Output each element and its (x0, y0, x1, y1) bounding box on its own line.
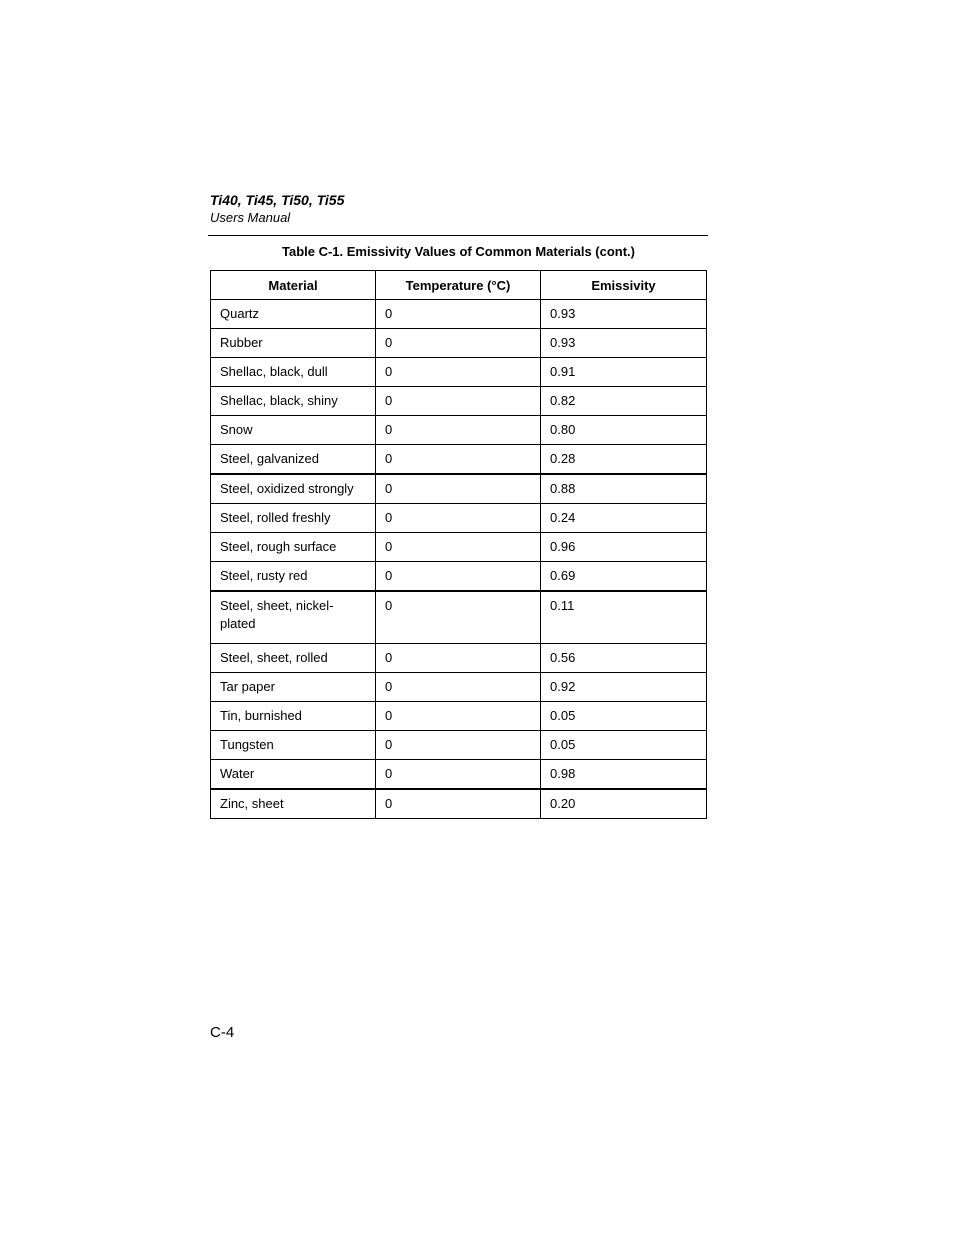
table-row (211, 474, 707, 504)
temperature-cell: 0 (376, 387, 541, 416)
table-row (211, 445, 707, 475)
table-row (211, 644, 707, 673)
temperature-cell: 0 (376, 533, 541, 562)
table-row (211, 760, 707, 790)
temperature-cell: 0 (376, 474, 541, 504)
table-row (211, 358, 707, 387)
manual-title: Users Manual (210, 210, 291, 225)
material-cell: Steel, oxidized strongly (211, 474, 376, 504)
table-row (211, 387, 707, 416)
column-header-temperature: Temperature (°C) (376, 271, 541, 300)
temperature-cell: 0 (376, 445, 541, 475)
material-cell: Tungsten (211, 731, 376, 760)
emissivity-cell: 0.80 (541, 416, 707, 445)
table-row (211, 591, 707, 644)
material-cell: Steel, sheet, nickel-plated (211, 591, 376, 644)
column-header-emissivity: Emissivity (541, 271, 707, 300)
table-row (211, 789, 707, 819)
temperature-cell: 0 (376, 504, 541, 533)
temperature-cell: 0 (376, 358, 541, 387)
emissivity-cell: 0.82 (541, 387, 707, 416)
material-cell: Rubber (211, 329, 376, 358)
temperature-cell: 0 (376, 673, 541, 702)
emissivity-cell: 0.92 (541, 673, 707, 702)
table-row (211, 731, 707, 760)
emissivity-cell: 0.24 (541, 504, 707, 533)
page-number: C-4 (210, 1024, 235, 1041)
table-header-row (211, 271, 707, 300)
table-row (211, 673, 707, 702)
emissivity-cell: 0.98 (541, 760, 707, 790)
emissivity-cell: 0.91 (541, 358, 707, 387)
header-divider (208, 235, 708, 236)
material-cell: Steel, rough surface (211, 533, 376, 562)
table-row (211, 329, 707, 358)
material-cell: Tin, burnished (211, 702, 376, 731)
emissivity-cell: 0.05 (541, 731, 707, 760)
material-cell: Steel, rusty red (211, 562, 376, 592)
temperature-cell: 0 (376, 760, 541, 790)
temperature-cell: 0 (376, 300, 541, 329)
temperature-cell: 0 (376, 416, 541, 445)
table-row (211, 504, 707, 533)
emissivity-cell: 0.28 (541, 445, 707, 475)
material-cell: Water (211, 760, 376, 790)
temperature-cell: 0 (376, 702, 541, 731)
material-cell: Zinc, sheet (211, 789, 376, 819)
emissivity-cell: 0.05 (541, 702, 707, 731)
table-title: Table C-1. Emissivity Values of Common Materials (cont.) (281, 244, 635, 259)
emissivity-cell: 0.96 (541, 533, 707, 562)
temperature-cell: 0 (376, 562, 541, 592)
material-cell: Quartz (211, 300, 376, 329)
table-row (211, 300, 707, 329)
emissivity-cell: 0.11 (541, 591, 707, 644)
material-cell: Steel, rolled freshly (211, 504, 376, 533)
material-cell: Shellac, black, shiny (211, 387, 376, 416)
material-cell: Steel, sheet, rolled (211, 644, 376, 673)
temperature-cell: 0 (376, 644, 541, 673)
emissivity-table (210, 270, 707, 819)
emissivity-cell: 0.56 (541, 644, 707, 673)
temperature-cell: 0 (376, 329, 541, 358)
emissivity-cell: 0.93 (541, 329, 707, 358)
page-header (210, 191, 708, 227)
column-header-material: Material (211, 271, 376, 300)
material-cell: Shellac, black, dull (211, 358, 376, 387)
material-cell: Steel, galvanized (211, 445, 376, 475)
table-row (211, 702, 707, 731)
temperature-cell: 0 (376, 731, 541, 760)
product-models: Ti40, Ti45, Ti50, Ti55 (210, 192, 345, 208)
material-cell: Snow (211, 416, 376, 445)
table-row (211, 562, 707, 592)
temperature-cell: 0 (376, 591, 541, 644)
table-row (211, 533, 707, 562)
table-row (211, 416, 707, 445)
temperature-cell: 0 (376, 789, 541, 819)
emissivity-cell: 0.20 (541, 789, 707, 819)
emissivity-cell: 0.69 (541, 562, 707, 592)
emissivity-cell: 0.88 (541, 474, 707, 504)
material-cell: Tar paper (211, 673, 376, 702)
emissivity-cell: 0.93 (541, 300, 707, 329)
